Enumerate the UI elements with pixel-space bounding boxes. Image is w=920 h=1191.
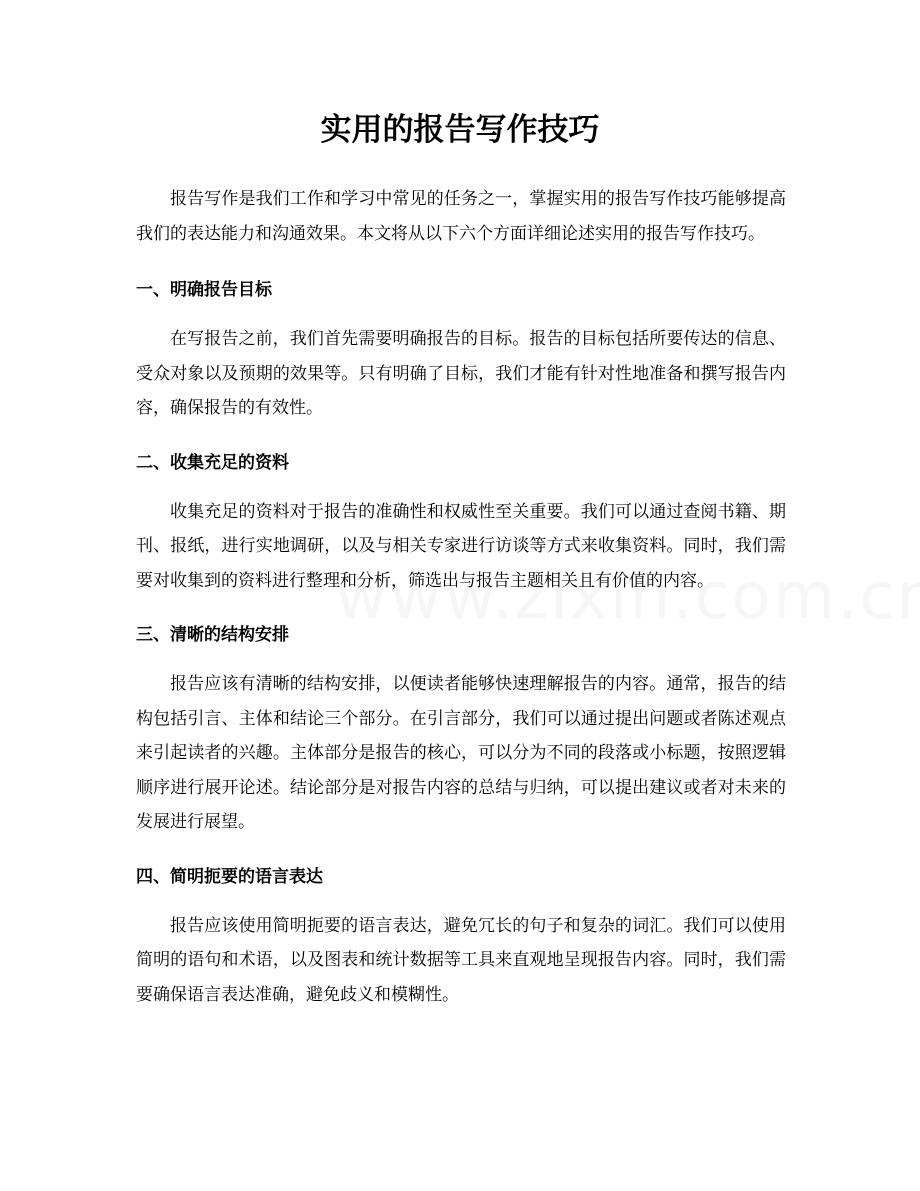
section-heading-3: 三、清晰的结构安排	[136, 625, 289, 645]
section-heading-4: 四、简明扼要的语言表达	[136, 866, 323, 887]
section-body-4: 报告应该使用简明扼要的语言表达，避免冗长的句子和复杂的词汇。我们可以使用简明的语句和术语，以及图表和统计数据等工具来直观地呈现报告内容。同时，我们需要确保语言表达准确，避免歧义和模糊性。	[136, 915, 786, 1005]
section-body-3: 报告应该有清晰的结构安排，以便读者能够快速理解报告的内容。通常，报告的结构包括引言、主体和结论三个部分。在引言部分，我们可以通过提出问题或者陈述观点来引起读者的兴趣。主体部分是报告的核心，可以分为不同的段落或小标题，按照逻辑顺序进行展开论述。结论部分是对报告内容的总结与归纳，可以提出建议或者对未来的发展进行展望。	[136, 674, 786, 832]
section-body-1: 在写报告之前，我们首先需要明确报告的目标。报告的目标包括所要传达的信息、受众对象以及预期的效果等。只有明确了目标，我们才能有针对性地准备和撰写报告内容，确保报告的有效性。	[136, 329, 786, 418]
document-title: 实用的报告写作技巧	[320, 112, 600, 148]
section-heading-1: 一、明确报告目标	[136, 280, 272, 300]
section-body-2: 收集充足的资料对于报告的准确性和权威性至关重要。我们可以通过查阅书籍、期刊、报纸，进行实地调研，以及与相关专家进行访谈等方式来收集资料。同时，我们需要对收集到的资料进行整理和分析，筛选出与报告主题相关且有价值的内容。	[136, 501, 786, 591]
intro-paragraph: 报告写作是我们工作和学习中常见的任务之一，掌握实用的报告写作技巧能够提高我们的表达能力和沟通效果。本文将从以下六个方面详细论述实用的报告写作技巧。	[136, 189, 786, 244]
section-heading-2: 二、收集充足的资料	[136, 452, 289, 473]
document-body	[136, 182, 786, 1012]
